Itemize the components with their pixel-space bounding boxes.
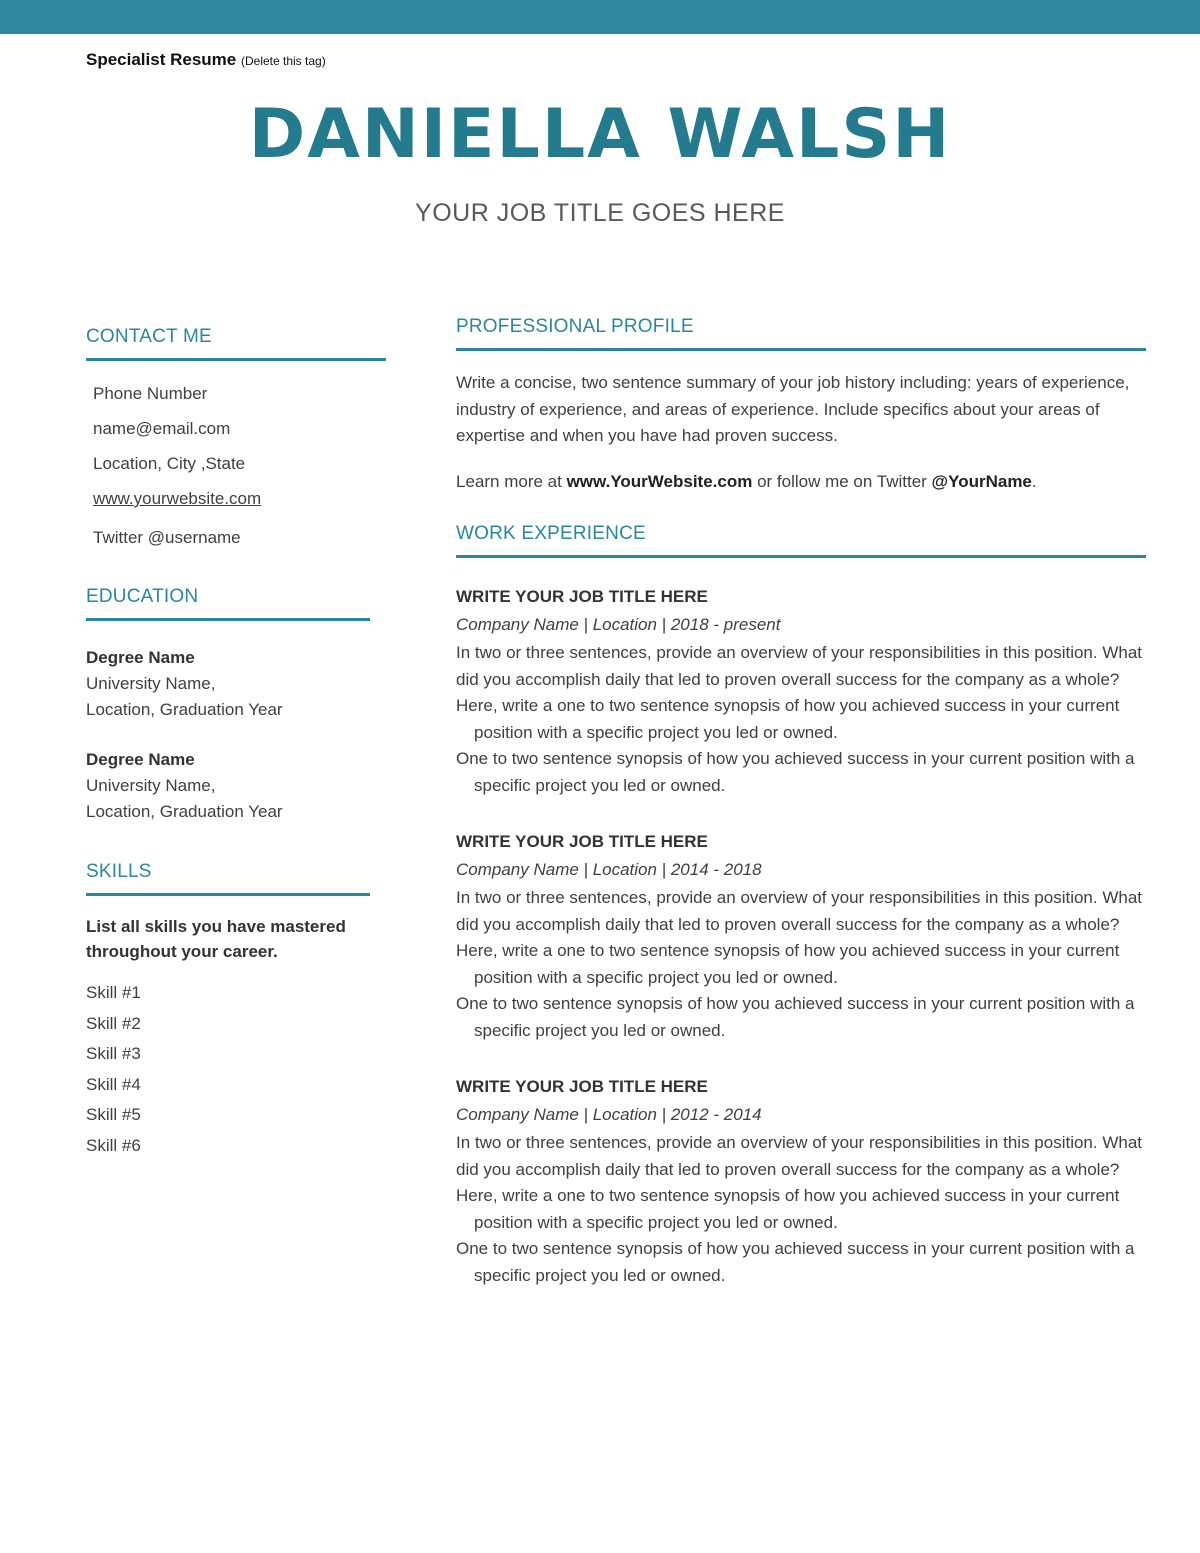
skill-item: Skill #4 bbox=[86, 1074, 141, 1094]
contact-twitter: Twitter @username bbox=[93, 528, 241, 547]
resume-tag-note: (Delete this tag) bbox=[240, 54, 326, 68]
profile-learn-prefix: Learn more at bbox=[456, 471, 567, 491]
profile-learn-suffix: . bbox=[1031, 471, 1037, 491]
job-bullet: Here, write a one to two sentence synopsis of how you achieved success in your current position with a specific project you led or owned. bbox=[456, 696, 1120, 742]
education-entry bbox=[86, 645, 386, 723]
job-overview: In two or three sentences, provide an overview of your responsibilities in this position. What did you accomplish daily that led to proven overall success for the company as a whole? bbox=[456, 888, 1143, 934]
job-title: WRITE YOUR JOB TITLE HERE bbox=[456, 1077, 708, 1096]
resume-tag bbox=[86, 50, 326, 70]
contact-heading: CONTACT ME bbox=[86, 326, 386, 361]
job-bullet: One to two sentence synopsis of how you achieved success in your current position with a specific project you led or owned. bbox=[456, 994, 1135, 1040]
education-details: Location, Graduation Year bbox=[86, 802, 283, 821]
profile-heading: PROFESSIONAL PROFILE bbox=[456, 316, 1146, 351]
job-meta: Company Name | Location | 2012 - 2014 bbox=[456, 1105, 762, 1124]
contact-website-item bbox=[93, 488, 386, 509]
contact-website-link[interactable]: www.yourwebsite.com bbox=[93, 489, 262, 508]
job-entry bbox=[456, 584, 1146, 799]
right-column bbox=[456, 316, 1146, 1289]
education-degree: Degree Name bbox=[86, 648, 195, 667]
job-bullet: One to two sentence synopsis of how you achieved success in your current position with a specific project you led or owned. bbox=[456, 1239, 1135, 1285]
profile-learn-middle: or follow me on Twitter bbox=[752, 471, 932, 491]
job-overview: In two or three sentences, provide an overview of your responsibilities in this position. What did you accomplish daily that led to proven overall success for the company as a whole? bbox=[456, 643, 1143, 689]
job-entry bbox=[456, 1074, 1146, 1289]
skill-item: Skill #2 bbox=[86, 1013, 141, 1033]
skill-item: Skill #3 bbox=[86, 1044, 141, 1063]
skills-lead: List all skills you have mastered throughout your career. bbox=[86, 917, 346, 961]
job-title: WRITE YOUR JOB TITLE HERE bbox=[456, 832, 708, 851]
education-details: Location, Graduation Year bbox=[86, 700, 283, 719]
resume-tag-label: Specialist Resume bbox=[86, 50, 237, 69]
job-bullet: One to two sentence synopsis of how you achieved success in your current position with a specific project you led or owned. bbox=[456, 749, 1135, 795]
job-bullet: Here, write a one to two sentence synopsis of how you achieved success in your current position with a specific project you led or owned. bbox=[456, 941, 1120, 987]
job-bullet: Here, write a one to two sentence synopsis of how you achieved success in your current position with a specific project you led or owned. bbox=[456, 1186, 1120, 1232]
education-entry bbox=[86, 747, 386, 825]
skill-item: Skill #6 bbox=[86, 1135, 141, 1155]
contact-list bbox=[93, 383, 386, 548]
profile-summary: Write a concise, two sentence summary of your job history including: years of experience, industry of experience, and areas of experience. Include specifics about your areas of expertise and when you have had proven success. bbox=[456, 373, 1130, 445]
skill-item: Skill #5 bbox=[86, 1105, 141, 1124]
education-heading: EDUCATION bbox=[86, 586, 370, 621]
job-overview: In two or three sentences, provide an overview of your responsibilities in this position. What did you accomplish daily that led to proven overall success for the company as a whole? bbox=[456, 1133, 1143, 1179]
profile-website-link[interactable]: www.YourWebsite.com bbox=[566, 471, 753, 491]
skills-heading: SKILLS bbox=[86, 861, 370, 896]
job-title: WRITE YOUR JOB TITLE HERE bbox=[456, 587, 708, 606]
left-column bbox=[86, 326, 386, 1161]
skills-list bbox=[86, 978, 386, 1161]
contact-email: name@email.com bbox=[93, 419, 231, 438]
work-heading: WORK EXPERIENCE bbox=[456, 523, 1146, 558]
contact-location: Location, City ,State bbox=[93, 454, 246, 473]
contact-phone: Phone Number bbox=[93, 384, 208, 403]
education-university: University Name, bbox=[86, 776, 216, 795]
candidate-job-title: YOUR JOB TITLE GOES HERE bbox=[415, 199, 785, 227]
candidate-name: DANIELLA WALSH bbox=[248, 95, 952, 174]
skill-item: Skill #1 bbox=[86, 983, 141, 1002]
top-accent-bar bbox=[0, 0, 1200, 34]
education-degree: Degree Name bbox=[86, 750, 195, 769]
job-meta: Company Name | Location | 2014 - 2018 bbox=[456, 860, 762, 879]
education-university: University Name, bbox=[86, 674, 216, 693]
job-entry bbox=[456, 829, 1146, 1044]
profile-twitter-handle[interactable]: @YourName bbox=[931, 471, 1032, 491]
job-meta: Company Name | Location | 2018 - present bbox=[456, 615, 781, 634]
profile-links bbox=[456, 469, 1146, 496]
